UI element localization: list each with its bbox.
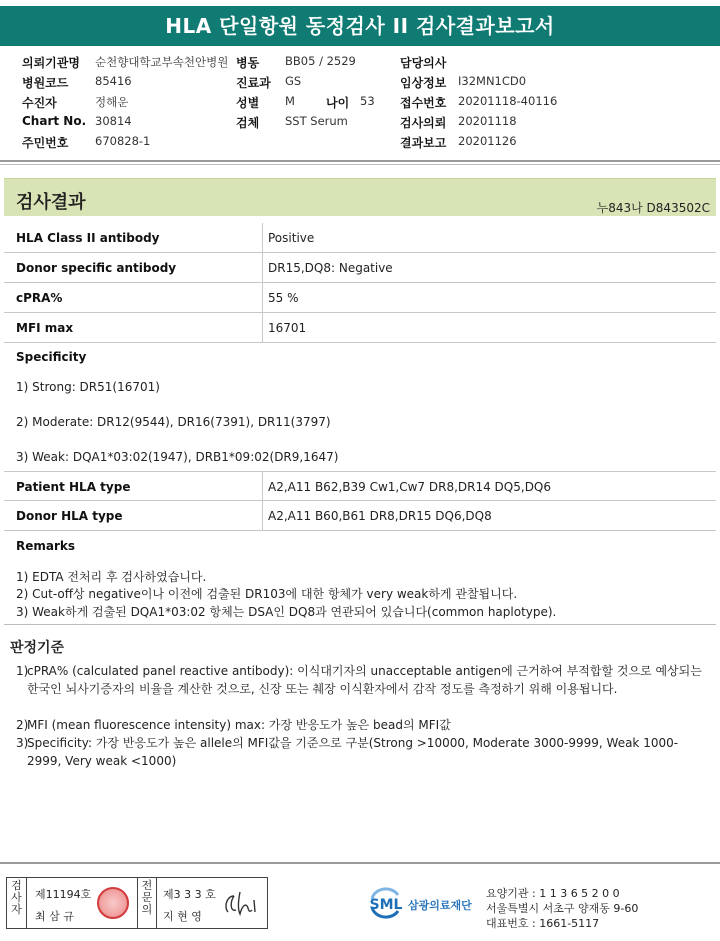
result-row: [4, 283, 716, 313]
report-title: HLA 단일항원 동정검사 II 검사결과보고서: [0, 6, 720, 46]
result-value: 55 %: [268, 291, 299, 305]
patient-hla-label: Patient HLA type: [16, 480, 131, 494]
clinical-info-label: 임상정보: [400, 76, 447, 90]
criteria-text: MFI (mean fluorescence intensity) max: 가장 반응도가 높은 bead의 MFI값: [27, 718, 451, 732]
result-value: DR15,DQ8: Negative: [268, 261, 393, 275]
specimen-value: SST Serum: [285, 114, 348, 128]
column-divider: [262, 253, 263, 282]
criteria-number: 2): [16, 718, 29, 732]
column-divider: [262, 223, 263, 252]
criteria-number: 3): [16, 736, 29, 750]
column-divider: [262, 313, 263, 342]
logo-mark: SML: [369, 897, 403, 913]
specificity-item: 1) Strong: DR51(16701): [16, 380, 160, 394]
patient-hla-value: A2,A11 B62,B39 Cw1,Cw7 DR8,DR14 DQ5,DQ6: [268, 480, 552, 494]
criteria-text: cPRA% (calculated panel reactive antibody): 이식대기자의 unacceptable antigen에 근거하여 부적합할 것으로 예상되는 한국인 뇌사기증자의 비율을 계산한 것으로, 신장 또는 췌장 이식환자에서 감작 정도를 측정하기 위해 이용됩니다.: [27, 664, 702, 696]
info-row-3: [0, 94, 720, 114]
resident-label: 주민번호: [22, 136, 69, 150]
report-date-value: 20201126: [458, 134, 517, 148]
chart-value: 30814: [95, 114, 132, 128]
dept-value: GS: [285, 74, 302, 88]
org-address: 서울특별시 서초구 양재동 9-60: [486, 902, 639, 915]
seal-stamp-icon: [97, 887, 129, 919]
result-row: [4, 253, 716, 283]
result-row: [4, 313, 716, 343]
result-label: MFI max: [16, 321, 74, 335]
sex-value: M: [285, 94, 295, 108]
info-row-5: [0, 134, 720, 154]
hospital-code-value: 85416: [95, 74, 132, 88]
criteria-item: [16, 662, 706, 698]
footer-divider: [0, 862, 720, 864]
institution-label: 의뢰기관명: [22, 56, 80, 70]
info-row-4: [0, 114, 720, 134]
criteria-title: 판정기준: [10, 640, 65, 656]
donor-hla-value: A2,A11 B60,B61 DR8,DR15 DQ6,DQ8: [268, 509, 492, 523]
resident-value: 670828-1: [95, 134, 151, 148]
result-row: [4, 223, 716, 253]
specificity-item: 2) Moderate: DR12(9544), DR16(7391), DR11(3797): [16, 415, 331, 429]
specialist-label: 전문의: [137, 878, 157, 928]
remark-item: 3) Weak하게 검출된 DQA1*03:02 항체는 DSA인 DQ8과 연관되어 있습니다(common haplotype).: [16, 605, 557, 619]
chart-label: Chart No.: [22, 114, 87, 128]
column-divider: [262, 501, 263, 530]
org-phone: 대표번호 : 1661-5117: [486, 917, 600, 930]
donor-hla-label: Donor HLA type: [16, 509, 123, 523]
result-label: HLA Class II antibody: [16, 231, 160, 245]
donor-hla-row: [4, 501, 716, 531]
result-value: Positive: [268, 231, 315, 245]
column-divider: [262, 472, 263, 501]
accession-label: 접수번호: [400, 96, 447, 110]
examiner-label: 검사자: [7, 878, 27, 928]
request-date-label: 검사의뢰: [400, 116, 447, 130]
criteria-item: [16, 734, 706, 770]
org-license: 요양기관 : 1 1 3 6 5 2 0 0: [486, 887, 620, 900]
specificity-item: 3) Weak: DQA1*03:02(1947), DRB1*09:02(DR9,1647): [16, 450, 339, 464]
specialist-name: 지 현 영: [163, 910, 202, 923]
age-value: 53: [360, 94, 375, 108]
info-row-2: [0, 74, 720, 94]
specificity-label: Specificity: [16, 350, 87, 364]
institution-value: 순천향대학교부속천안병원: [95, 55, 229, 69]
results-heading: 검사결과: [16, 192, 86, 213]
logo-name: 삼광의료재단: [408, 899, 472, 912]
accession-value: 20201118-40116: [458, 94, 558, 108]
column-divider: [262, 283, 263, 312]
divider: [0, 164, 720, 165]
examiner-name: 최 삼 규: [35, 910, 74, 923]
signature-box: [6, 877, 268, 929]
info-row-1: [0, 54, 720, 74]
patient-info-block: [0, 54, 720, 154]
divider: [4, 624, 716, 625]
result-label: cPRA%: [16, 291, 63, 305]
age-label: 나이: [326, 96, 350, 110]
result-value: 16701: [268, 321, 307, 335]
remarks-label: Remarks: [16, 539, 76, 553]
criteria-number: 1): [16, 664, 29, 678]
doctor-label: 담당의사: [400, 56, 447, 70]
criteria-text: Specificity: 가장 반응도가 높은 allele의 MFI값을 기준으로 구분(Strong >10000, Moderate 3000-9999, Weak 1000-2999, Very weak <1000): [27, 736, 679, 768]
examinee-value: 정해운: [95, 95, 129, 109]
ward-value: BB05 / 2529: [285, 54, 356, 68]
clinical-info-value: I32MN1CD0: [458, 74, 527, 88]
specimen-label: 검체: [236, 116, 260, 130]
results-header: [4, 178, 716, 216]
remark-item: 1) EDTA 전처리 후 검사하였습니다.: [16, 570, 207, 584]
result-label: Donor specific antibody: [16, 261, 177, 275]
test-code: 누843나 D843502C: [596, 201, 710, 215]
report-date-label: 결과보고: [400, 136, 447, 150]
divider: [0, 160, 720, 162]
request-date-value: 20201118: [458, 114, 517, 128]
ward-label: 병동: [236, 56, 260, 70]
hospital-code-label: 병원코드: [22, 76, 69, 90]
sex-label: 성별: [236, 96, 260, 110]
dept-label: 진료과: [236, 76, 271, 90]
criteria-item: [16, 716, 706, 734]
examiner-license: 제11194호: [35, 888, 92, 901]
patient-hla-row: [4, 471, 716, 501]
specialist-license: 제3 3 3 호: [163, 888, 216, 901]
signature-icon: [222, 888, 262, 920]
remark-item: 2) Cut-off상 negative이나 이전에 검출된 DR103에 대한 항체가 very weak하게 관찰됩니다.: [16, 587, 518, 601]
examinee-label: 수진자: [22, 96, 57, 110]
